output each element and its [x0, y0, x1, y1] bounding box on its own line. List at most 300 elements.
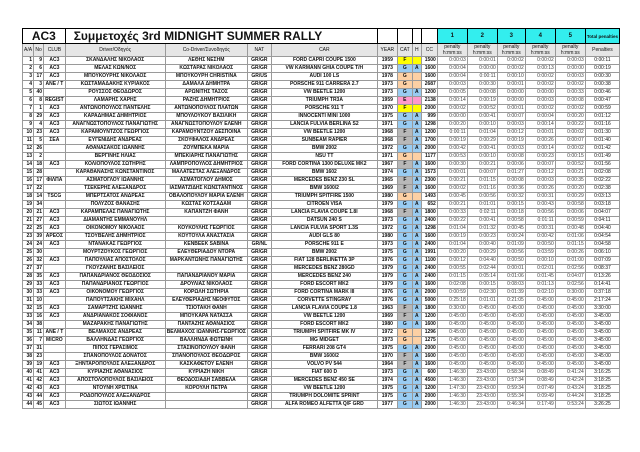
- cell-total: 0:04:11: [585, 217, 619, 225]
- cell-category: G: [397, 225, 412, 233]
- cell-year: 1971: [377, 121, 397, 129]
- column-header-penalty-3: penalty h:mm:ss: [497, 44, 525, 57]
- cell-number: 37: [34, 265, 44, 273]
- cell-car: FERRARI 208 GT4: [271, 345, 377, 353]
- cell-penalty-4: 0:45:00: [525, 353, 555, 361]
- cell-codriver: ΟΒΑΛΟΠΟΥΛΟΥ ΜΑΡΙΑ ΕΛΕΝΗ: [165, 193, 247, 201]
- cell-car: LANCIA FULVIA SPORT 1.3S: [271, 225, 377, 233]
- cell-year: 1959: [377, 57, 397, 65]
- cell-driver: ΑΝΑΓΝΩΣΤΟΠΟΥΛΟΣ ΠΑΝΑΓΙΩΤΗΣ: [65, 121, 165, 129]
- cell-cc: 2400: [421, 273, 437, 281]
- cell-year: 1973: [377, 241, 397, 249]
- cell-number: 45: [34, 401, 44, 409]
- cell-penalty-4: 0:45:00: [525, 297, 555, 305]
- cell-penalty-4: 0:00:02: [525, 105, 555, 113]
- cell-penalty-4: 0:03:59: [525, 249, 555, 257]
- cell-club: AC3: [44, 361, 66, 369]
- cell-club: [44, 353, 66, 361]
- cell-number: 22: [34, 185, 44, 193]
- cell-total: 0:00:30: [585, 73, 619, 81]
- cell-total: 0:08:37: [585, 265, 619, 273]
- cell-number: 39: [34, 233, 44, 241]
- cell-number: 14: [34, 193, 44, 201]
- cell-penalty-2: 0:00:41: [467, 217, 497, 225]
- cell-year: 1973: [377, 217, 397, 225]
- cell-nationality: GR/GR: [247, 265, 271, 273]
- cell-category: F: [397, 129, 412, 137]
- cell-cc: 1600: [421, 361, 437, 369]
- cell-total: 0:01:42: [585, 145, 619, 153]
- cell-cc: 1600: [421, 353, 437, 361]
- cell-position: 9: [23, 121, 34, 129]
- cell-category: G: [397, 257, 412, 265]
- cell-nationality: GR/GR: [247, 121, 271, 129]
- cell-codriver: [165, 393, 247, 401]
- cell-year: 1970: [377, 353, 397, 361]
- cell-car: TRIUMPH SPITFIRE 1500: [271, 193, 377, 201]
- cell-h: [412, 329, 421, 337]
- cell-total: 3:45:00: [585, 361, 619, 369]
- table-row: [23, 161, 620, 169]
- cell-number: 33: [34, 289, 44, 297]
- cell-car: VW BEETLE 1200: [271, 385, 377, 393]
- cell-penalty-1: 1:47:30: [437, 385, 467, 393]
- cell-h: A: [412, 297, 421, 305]
- cell-driver: ΤΣΟΥΒΕΛΗΣ ΔΗΜΗΤΡΙΟΣ: [65, 233, 165, 241]
- cell-penalty-1: 0:25:18: [437, 297, 467, 305]
- cell-car: TRIUMPH DOLOMITE SPRINT: [271, 393, 377, 401]
- cell-penalty-2: 0:00:41: [467, 113, 497, 121]
- cell-total: 3:45:00: [585, 345, 619, 353]
- cell-nationality: GR/GR: [247, 297, 271, 305]
- cell-club: [44, 265, 66, 273]
- cell-position: 24: [23, 241, 34, 249]
- cell-number: 19: [34, 361, 44, 369]
- cell-driver: ΟΙΚΟΝΟΜΟΥ ΝΙΚΟΛΑΟΣ: [65, 225, 165, 233]
- cell-penalty-4: 0:00:07: [525, 161, 555, 169]
- cell-car: AUDI 100 LS: [271, 73, 377, 81]
- cell-category: G: [397, 65, 412, 73]
- cell-club: AC3: [44, 257, 66, 265]
- cell-number: 18: [34, 161, 44, 169]
- cell-driver: ΑΝΔΡΙΑΝΑΚΟΣ ΣΟΦΙΑΝΟΣ: [65, 313, 165, 321]
- cell-car: VOLVO PV 544: [271, 361, 377, 369]
- cell-number: 6: [34, 65, 44, 73]
- cell-nationality: GR/GR: [247, 289, 271, 297]
- cell-number: 4: [34, 121, 44, 129]
- cell-cc: 1600: [421, 233, 437, 241]
- cell-codriver: ΑΡΩΝΙΤΗΣ ΤΑΣΟΣ: [165, 89, 247, 97]
- cell-penalty-3: 0:00:12: [497, 129, 525, 137]
- cell-category: G: [397, 321, 412, 329]
- cell-codriver: [165, 217, 247, 225]
- cell-club: AC3: [44, 289, 66, 297]
- cell-category: G: [397, 273, 412, 281]
- cell-position: 10: [23, 129, 34, 137]
- cell-penalty-1: 0:00:19: [437, 137, 467, 145]
- cell-penalty-3: 0:45:00: [497, 313, 525, 321]
- cell-number: 38: [34, 321, 44, 329]
- cell-total: 3:45:00: [585, 353, 619, 361]
- cell-position: 27: [23, 265, 34, 273]
- cell-h: A: [412, 161, 421, 169]
- cell-position: 44: [23, 401, 34, 409]
- cell-car: MERCEDES BENZ 240: [271, 273, 377, 281]
- cell-h: A: [412, 225, 421, 233]
- cell-penalty-2: 0:02:30: [467, 289, 497, 297]
- cell-year: 1969: [377, 185, 397, 193]
- cell-penalty-3: 0:00:03: [497, 145, 525, 153]
- table-row: [23, 329, 620, 337]
- column-header-penalty-1: penalty h:mm:ss: [437, 44, 467, 57]
- cell-penalty-3: 0:45:00: [497, 321, 525, 329]
- cell-category: G: [397, 345, 412, 353]
- cell-nationality: GR/GR: [247, 393, 271, 401]
- cell-driver: ΣΠΑΝΟΠΟΥΛΟΣ ΔΟΝΑΤΟΣ: [65, 353, 165, 361]
- cell-penalty-3: 0:00:50: [497, 257, 525, 265]
- cell-penalty-3: 0:00:24: [497, 233, 525, 241]
- cell-penalty-5: 0:30:00: [555, 289, 585, 297]
- cell-club: AC3: [44, 401, 66, 409]
- stage-3-header: 3: [497, 29, 525, 44]
- cell-number: 26: [34, 145, 44, 153]
- cell-driver: ΝΤΑΝΑΚΑΣ ΓΕΩΡΓΙΟΣ: [65, 241, 165, 249]
- cell-category: G: [397, 193, 412, 201]
- cell-year: 1963: [377, 305, 397, 313]
- cell-position: 26: [23, 257, 34, 265]
- cell-position: 23: [23, 233, 34, 241]
- cell-number: 28: [34, 169, 44, 177]
- cell-penalty-1: 0:00:59: [437, 289, 467, 297]
- column-header-total: Penalties: [585, 44, 619, 57]
- cell-total: 0:04:54: [585, 233, 619, 241]
- cell-nationality: GR/GR: [247, 57, 271, 65]
- cell-year: 1972: [377, 225, 397, 233]
- cell-penalty-4: 0:45:00: [525, 361, 555, 369]
- table-row: [23, 129, 620, 137]
- cell-year: 1980: [377, 321, 397, 329]
- table-row: [23, 89, 620, 97]
- cell-club: [44, 145, 66, 153]
- cell-number: 21: [34, 209, 44, 217]
- cell-number: 10: [34, 297, 44, 305]
- cell-position: 43: [23, 393, 34, 401]
- cell-total: 0:01:56: [585, 161, 619, 169]
- cell-h: A: [412, 121, 421, 129]
- cell-nationality: GR/GR: [247, 217, 271, 225]
- cell-nationality: GR/GR: [247, 129, 271, 137]
- cell-penalty-1: 0:00:33: [437, 209, 467, 217]
- cell-number: 2: [34, 153, 44, 161]
- cell-codriver: ΒΕΛΜΑΧΟΣ ΙΩΑΝΝΗΣ-ΓΕΩΡΓΙΟΣ: [166, 329, 246, 335]
- cell-penalty-4: 0:00:23: [525, 153, 555, 161]
- cell-penalty-1: 0:45:00: [437, 313, 467, 321]
- cell-codriver: ΔΑΜΑΛΑ ΔΗΜΗΤΡΑ: [165, 81, 247, 89]
- cell-penalty-5: 0:00:02: [555, 129, 585, 137]
- column-header-nationality: NAT: [247, 44, 271, 57]
- cell-car: PORSCHE 911 E: [271, 241, 377, 249]
- table-row: [23, 169, 620, 177]
- cell-club: [44, 169, 66, 177]
- cell-penalty-3: 0:08:03: [497, 281, 525, 289]
- cell-penalty-4: 0:00:26: [525, 185, 555, 193]
- cell-year: 1964: [377, 361, 397, 369]
- cell-codriver: ΒΑΛΛΗΝΔΑ ΦΩΤΕΙΝΗ: [165, 337, 247, 345]
- cell-category: G: [397, 73, 412, 81]
- cell-number: 42: [34, 377, 44, 385]
- cell-nationality: GR/GR: [247, 313, 271, 321]
- cell-car: BMW 1600/2: [271, 353, 377, 361]
- cell-penalty-4: 0:08:49: [525, 377, 555, 385]
- cell-driver: ΑΣΜΑΤΟΓΛΟΥ ΙΩΑΝΝΗΣ: [65, 177, 165, 185]
- cell-h: [412, 105, 421, 113]
- cell-h: A: [412, 345, 421, 353]
- table-row: [23, 297, 620, 305]
- cell-codriver: ΠΑΠΑΝΔΡΙΑΝΟΥ ΜΑΡΙΑ: [165, 273, 247, 281]
- cell-penalty-4: 0:02:01: [525, 265, 555, 273]
- cell-penalty-4: 0:00:31: [525, 225, 555, 233]
- cell-h: A: [412, 201, 421, 209]
- cell-driver: ΚΑΡΑΔΗΜΑΣ ΔΗΜΗΤΡΙΟΣ: [65, 113, 165, 121]
- cell-total: 0:04:07: [585, 209, 619, 217]
- cell-penalty-3: 0:00:01: [497, 265, 525, 273]
- column-header-penalty-5: penalty h:mm:ss: [555, 44, 585, 57]
- cell-year: 1979: [377, 273, 397, 281]
- table-row: [23, 337, 620, 345]
- cell-penalty-3: 0:00:01: [497, 81, 525, 89]
- cell-penalty-5: 0:00:15: [555, 153, 585, 161]
- cell-penalty-5: 0:45:00: [555, 321, 585, 329]
- cell-penalty-4: 0:45:00: [525, 305, 555, 313]
- cell-codriver: ΜΑΡΚΑΝΤΩΝΗΣ ΠΑΝΑΓΙΩΤΗΣ: [165, 257, 247, 265]
- cell-club: AC3: [44, 57, 66, 65]
- cell-codriver: [165, 401, 247, 409]
- cell-year: 1973: [377, 65, 397, 73]
- cell-h: A: [412, 369, 421, 377]
- cell-nationality: GR/GR: [247, 145, 271, 153]
- cell-category: G: [397, 385, 412, 393]
- cell-year: 1968: [377, 209, 397, 217]
- stage-2-header: 2: [467, 29, 497, 44]
- cell-position: 14: [23, 161, 34, 169]
- cell-year: 1972: [377, 145, 397, 153]
- cell-nationality: GR/GR: [247, 161, 271, 169]
- cell-h: A: [412, 265, 421, 273]
- cell-driver: ΑΘΑΝΑΣΑΚΟΣ ΙΩΑΝΝΗΣ: [65, 145, 165, 153]
- cell-penalty-4: 0:01:45: [525, 273, 555, 281]
- cell-number: 23: [34, 353, 44, 361]
- cell-cc: 2687: [421, 81, 437, 89]
- cell-club: [44, 153, 66, 161]
- cell-penalty-2: 0:00:21: [467, 161, 497, 169]
- cell-number: 8: [34, 97, 44, 105]
- cell-nationality: GR/GR: [247, 97, 271, 105]
- cell-club: AC3: [44, 225, 66, 233]
- cell-penalty-5: 0:04:07: [555, 273, 585, 281]
- cell-nationality: GR/GR: [247, 273, 271, 281]
- cell-total: 0:04:58: [585, 241, 619, 249]
- cell-h: [412, 73, 421, 81]
- cell-year: 1974: [377, 169, 397, 177]
- cell-penalty-4: 0:00:42: [525, 233, 555, 241]
- column-header-penalty-4: penalty h:mm:ss: [525, 44, 555, 57]
- cell-penalty-2: 0:45:00: [467, 345, 497, 353]
- cell-h: [412, 193, 421, 201]
- cell-car: VW BEETLE 1200: [271, 313, 377, 321]
- cell-position: 16: [23, 177, 34, 185]
- cell-number: 31: [34, 345, 44, 353]
- cell-category: G: [397, 201, 412, 209]
- cell-codriver: ΣΠΑΝΟΠΟΥΛΟΣ ΘΕΟΔΩΡΟΣ: [165, 353, 247, 361]
- cell-car: PORSCHE 911 T: [271, 105, 377, 113]
- cell-penalty-3: 0:00:18: [497, 209, 525, 217]
- cell-club: AC3: [44, 241, 66, 249]
- table-row: [23, 65, 620, 73]
- cell-penalty-1: 0:45:00: [437, 353, 467, 361]
- cell-total: 0:01:16: [585, 121, 619, 129]
- table-row: [23, 113, 620, 121]
- cell-nationality: GR/GR: [247, 113, 271, 121]
- table-row: [23, 193, 620, 201]
- cell-penalty-1: 0:45:00: [437, 329, 467, 337]
- cell-penalty-1: 0:00:02: [437, 105, 467, 113]
- table-row: [23, 233, 620, 241]
- table-row: [23, 289, 620, 297]
- cell-penalty-2: 0:01:15: [467, 177, 497, 185]
- cell-h: A: [412, 129, 421, 137]
- cell-category: G: [397, 401, 412, 409]
- cell-penalty-3: 0:00:36: [497, 185, 525, 193]
- cell-penalty-2: 0:00:01: [467, 57, 497, 65]
- cell-total: 0:01:12: [585, 113, 619, 121]
- cell-club: AC3: [44, 121, 66, 129]
- cell-driver: ΓΚΟΥΖΑΝΗΣ ΒΑΣΙΛΕΙΟΣ: [65, 265, 165, 273]
- cell-penalty-1: 0:02:08: [437, 281, 467, 289]
- cell-penalty-5: 0:00:21: [555, 169, 585, 177]
- cell-club: AC3: [44, 129, 66, 137]
- cell-number: 1: [34, 105, 44, 113]
- cell-cc: 2000: [421, 105, 437, 113]
- cell-penalty-3: 0:00:19: [497, 137, 525, 145]
- cell-car: CORVETTE STINGRAY: [271, 297, 377, 305]
- cell-cc: 1296: [421, 329, 437, 337]
- cell-h: A: [412, 169, 421, 177]
- cell-driver: ΚΑΡΑΜΠΕΛΑΣ ΠΑΝΑΓΙΩΤΗΣ: [65, 209, 165, 217]
- cell-h: A: [412, 241, 421, 249]
- cell-penalty-3: 0:00:07: [497, 113, 525, 121]
- cell-codriver: ΚΟΡΩΛΗ ΣΩΤΗΡΙΑ: [165, 289, 247, 297]
- cell-category: G: [397, 369, 412, 377]
- cell-penalty-1: 0:00:00: [437, 113, 467, 121]
- cell-nationality: GR/GR: [247, 185, 271, 193]
- cell-driver: ΜΠΕΡΤΣΑΤΟΣ ΑΝΔΡΕΑΣ: [65, 193, 165, 201]
- cell-penalty-4: 0:00:56: [525, 209, 555, 217]
- cell-codriver: ΠΑΝΤΑΖΗΣ ΑΘΑΝΑΣΙΟΣ: [165, 321, 247, 329]
- cell-penalty-4: 0:45:00: [525, 337, 555, 345]
- cell-position: 13: [23, 153, 34, 161]
- cell-penalty-5: 0:00:03: [555, 57, 585, 65]
- cell-nationality: GR/GR: [247, 329, 271, 337]
- cell-penalty-5: 0:00:52: [555, 161, 585, 169]
- cell-h: [412, 81, 421, 89]
- cell-position: 37: [23, 345, 34, 353]
- cell-nationality: GR/GR: [247, 257, 271, 265]
- cell-year: 1973: [377, 337, 397, 345]
- cell-penalty-3: 0:00:10: [497, 73, 525, 81]
- cell-year: 1967: [377, 161, 397, 169]
- cell-penalty-2: 23:43:00: [467, 377, 497, 385]
- cell-number: 3: [34, 81, 44, 89]
- column-header-club: CLUB: [44, 44, 66, 57]
- cell-category: F: [397, 353, 412, 361]
- table-row: [23, 57, 620, 65]
- cell-driver: ΛΑΜΑΡΗΣ ΧΑΡΗΣ: [65, 97, 165, 105]
- cell-number: 9: [34, 57, 44, 65]
- cell-car: NSU TT: [271, 153, 377, 161]
- cell-position: 19: [23, 201, 34, 209]
- cell-year: 1975: [377, 113, 397, 121]
- cell-penalty-3: 0:00:45: [497, 225, 525, 233]
- cell-penalty-5: 0:02:56: [555, 281, 585, 289]
- cell-cc: 1600: [421, 321, 437, 329]
- cell-codriver: KENBEEK SABINA: [165, 241, 247, 249]
- cell-category: G: [397, 113, 412, 121]
- cell-penalty-4: 0:00:31: [525, 193, 555, 201]
- cell-cc: 2000: [421, 289, 437, 297]
- cell-nationality: GR/GR: [247, 385, 271, 393]
- cell-penalty-1: 0:45:00: [437, 321, 467, 329]
- cell-club: [44, 345, 66, 353]
- cell-number: 11: [34, 329, 44, 337]
- cell-h: [412, 57, 421, 65]
- cell-club: AC3: [44, 393, 66, 401]
- cell-nationality: GR/GR: [247, 169, 271, 177]
- cell-penalty-3: 0:45:00: [497, 345, 525, 353]
- cell-penalty-2: 0:45:00: [467, 305, 497, 313]
- cell-category: G: [397, 169, 412, 177]
- cell-number: 5: [34, 137, 44, 145]
- cell-codriver: ΕΛΕΥΘΕΡΙΑΔΗΣ ΝΕΟΦΥΤΟΣ: [165, 297, 247, 305]
- cell-number: 17: [34, 73, 44, 81]
- cell-h: [412, 97, 421, 105]
- cell-driver: ΜΟΥΡΤΖΟΥΚΟΣ ΓΕΩΡΓΙΟΣ: [65, 249, 165, 257]
- cell-nationality: GR/GR: [247, 65, 271, 73]
- cell-number: 16: [34, 313, 44, 321]
- cell-club: AC3: [44, 161, 66, 169]
- cell-club: TSCG: [44, 193, 66, 201]
- cell-car: BMW 2002: [271, 249, 377, 257]
- cell-penalty-4: 0:07:49: [525, 385, 555, 393]
- column-header-codriver: Co-Driver/Συνοδηγός: [165, 44, 247, 57]
- cell-category: G: [397, 81, 412, 89]
- cell-h: A: [412, 217, 421, 225]
- cell-number: 7: [34, 337, 44, 345]
- cell-cc: 5000: [421, 297, 437, 305]
- cell-club: AC3: [44, 313, 66, 321]
- cell-club: AC3: [44, 385, 66, 393]
- cell-club: [44, 249, 66, 257]
- cell-car: LANCIA FLAVIA COUPE 1.8: [271, 305, 377, 313]
- cell-codriver: ΕΛΕΥΘΕΡΙΑΔΟΥ ΝΤΟΡΑ: [165, 249, 247, 257]
- cell-penalty-4: 0:00:13: [525, 65, 555, 73]
- cell-position: 29: [23, 281, 34, 289]
- cell-penalty-5: 0:45:00: [555, 361, 585, 369]
- cell-position: 17: [23, 185, 34, 193]
- cell-cc: 1275: [421, 337, 437, 345]
- cell-nationality: GR/GR: [247, 353, 271, 361]
- table-row: [23, 185, 620, 193]
- cell-penalty-4: 0:00:01: [525, 129, 555, 137]
